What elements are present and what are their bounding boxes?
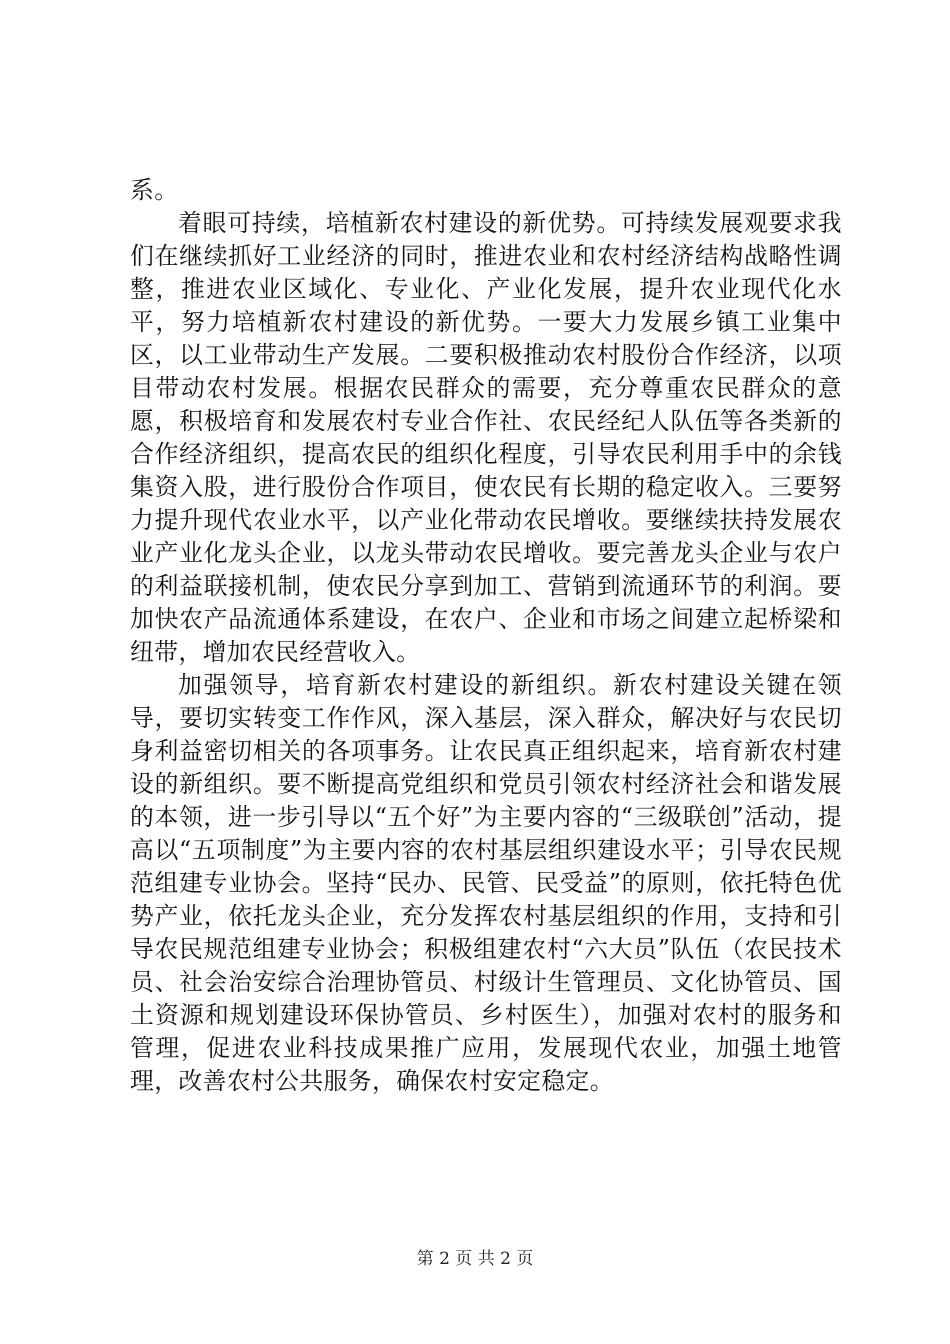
page-footer: 第 2 页 共 2 页 <box>416 1249 534 1269</box>
document-body <box>130 174 842 1098</box>
paragraph-continuation: 系。 <box>130 176 179 204</box>
paragraph-strengthen-leadership: 加强领导，培育新农村建设的新组织。新农村建设关键在领导，要切实转变工作作风，深入基层，深入群众，解决好与农民切身利益密切相关的各项事务。让农民真正组织起来，培育新农村建设的新组织。要不断提高党组织和党员引领农村经济社会和谐发展的本领，进一步引导以“五个好”为主要内容的“三级联创”活动，提高以“五项制度”为主要内容的农村基层组织建设水平；引导农民规范组建专业协会。坚持“民办、民管、民受益”的原则，依托特色优势产业，依托龙头企业，充分发挥农村基层组织的作用，支持和引导农民规范组建专业协会；积极组建农村“六大员”队伍（农民技术员、社会治安综合治理协管员、村级计生管理员、文化协管员、国土资源和规划建设环保协管员、乡村医生），加强对农村的服务和管理，促进农业科技成果推广应用，发展现代农业，加强土地管理，改善农村公共服务，确保农村安定稳定。 <box>130 671 842 1095</box>
paragraph-sustainable-development: 着眼可持续，培植新农村建设的新优势。可持续发展观要求我们在继续抓好工业经济的同时，推进农业和农村经济结构战略性调整，推进农业区域化、专业化、产业化发展，提升农业现代化水平，努力培植新农村建设的新优势。一要大力发展乡镇工业集中区，以工业带动生产发展。二要积极推动农村股份合作经济，以项目带动农村发展。根据农民群众的需要，充分尊重农民群众的意愿，积极培育和发展农村专业合作社、农民经纪人队伍等各类新的合作经济组织，提高农民的组织化程度，引导农民利用手中的余钱集资入股，进行股份合作项目，使农民有长期的稳定收入。三要努力提升现代农业水平，以产业化带动农民增收。要继续扶持发展农业产业化龙头企业，以龙头带动农民增收。要完善龙头企业与农户的利益联接机制，使农民分享到加工、营销到流通环节的利润。要加快农产品流通体系建设，在农户、企业和市场之间建立起桥梁和纽带，增加农民经营收入。 <box>130 209 842 666</box>
